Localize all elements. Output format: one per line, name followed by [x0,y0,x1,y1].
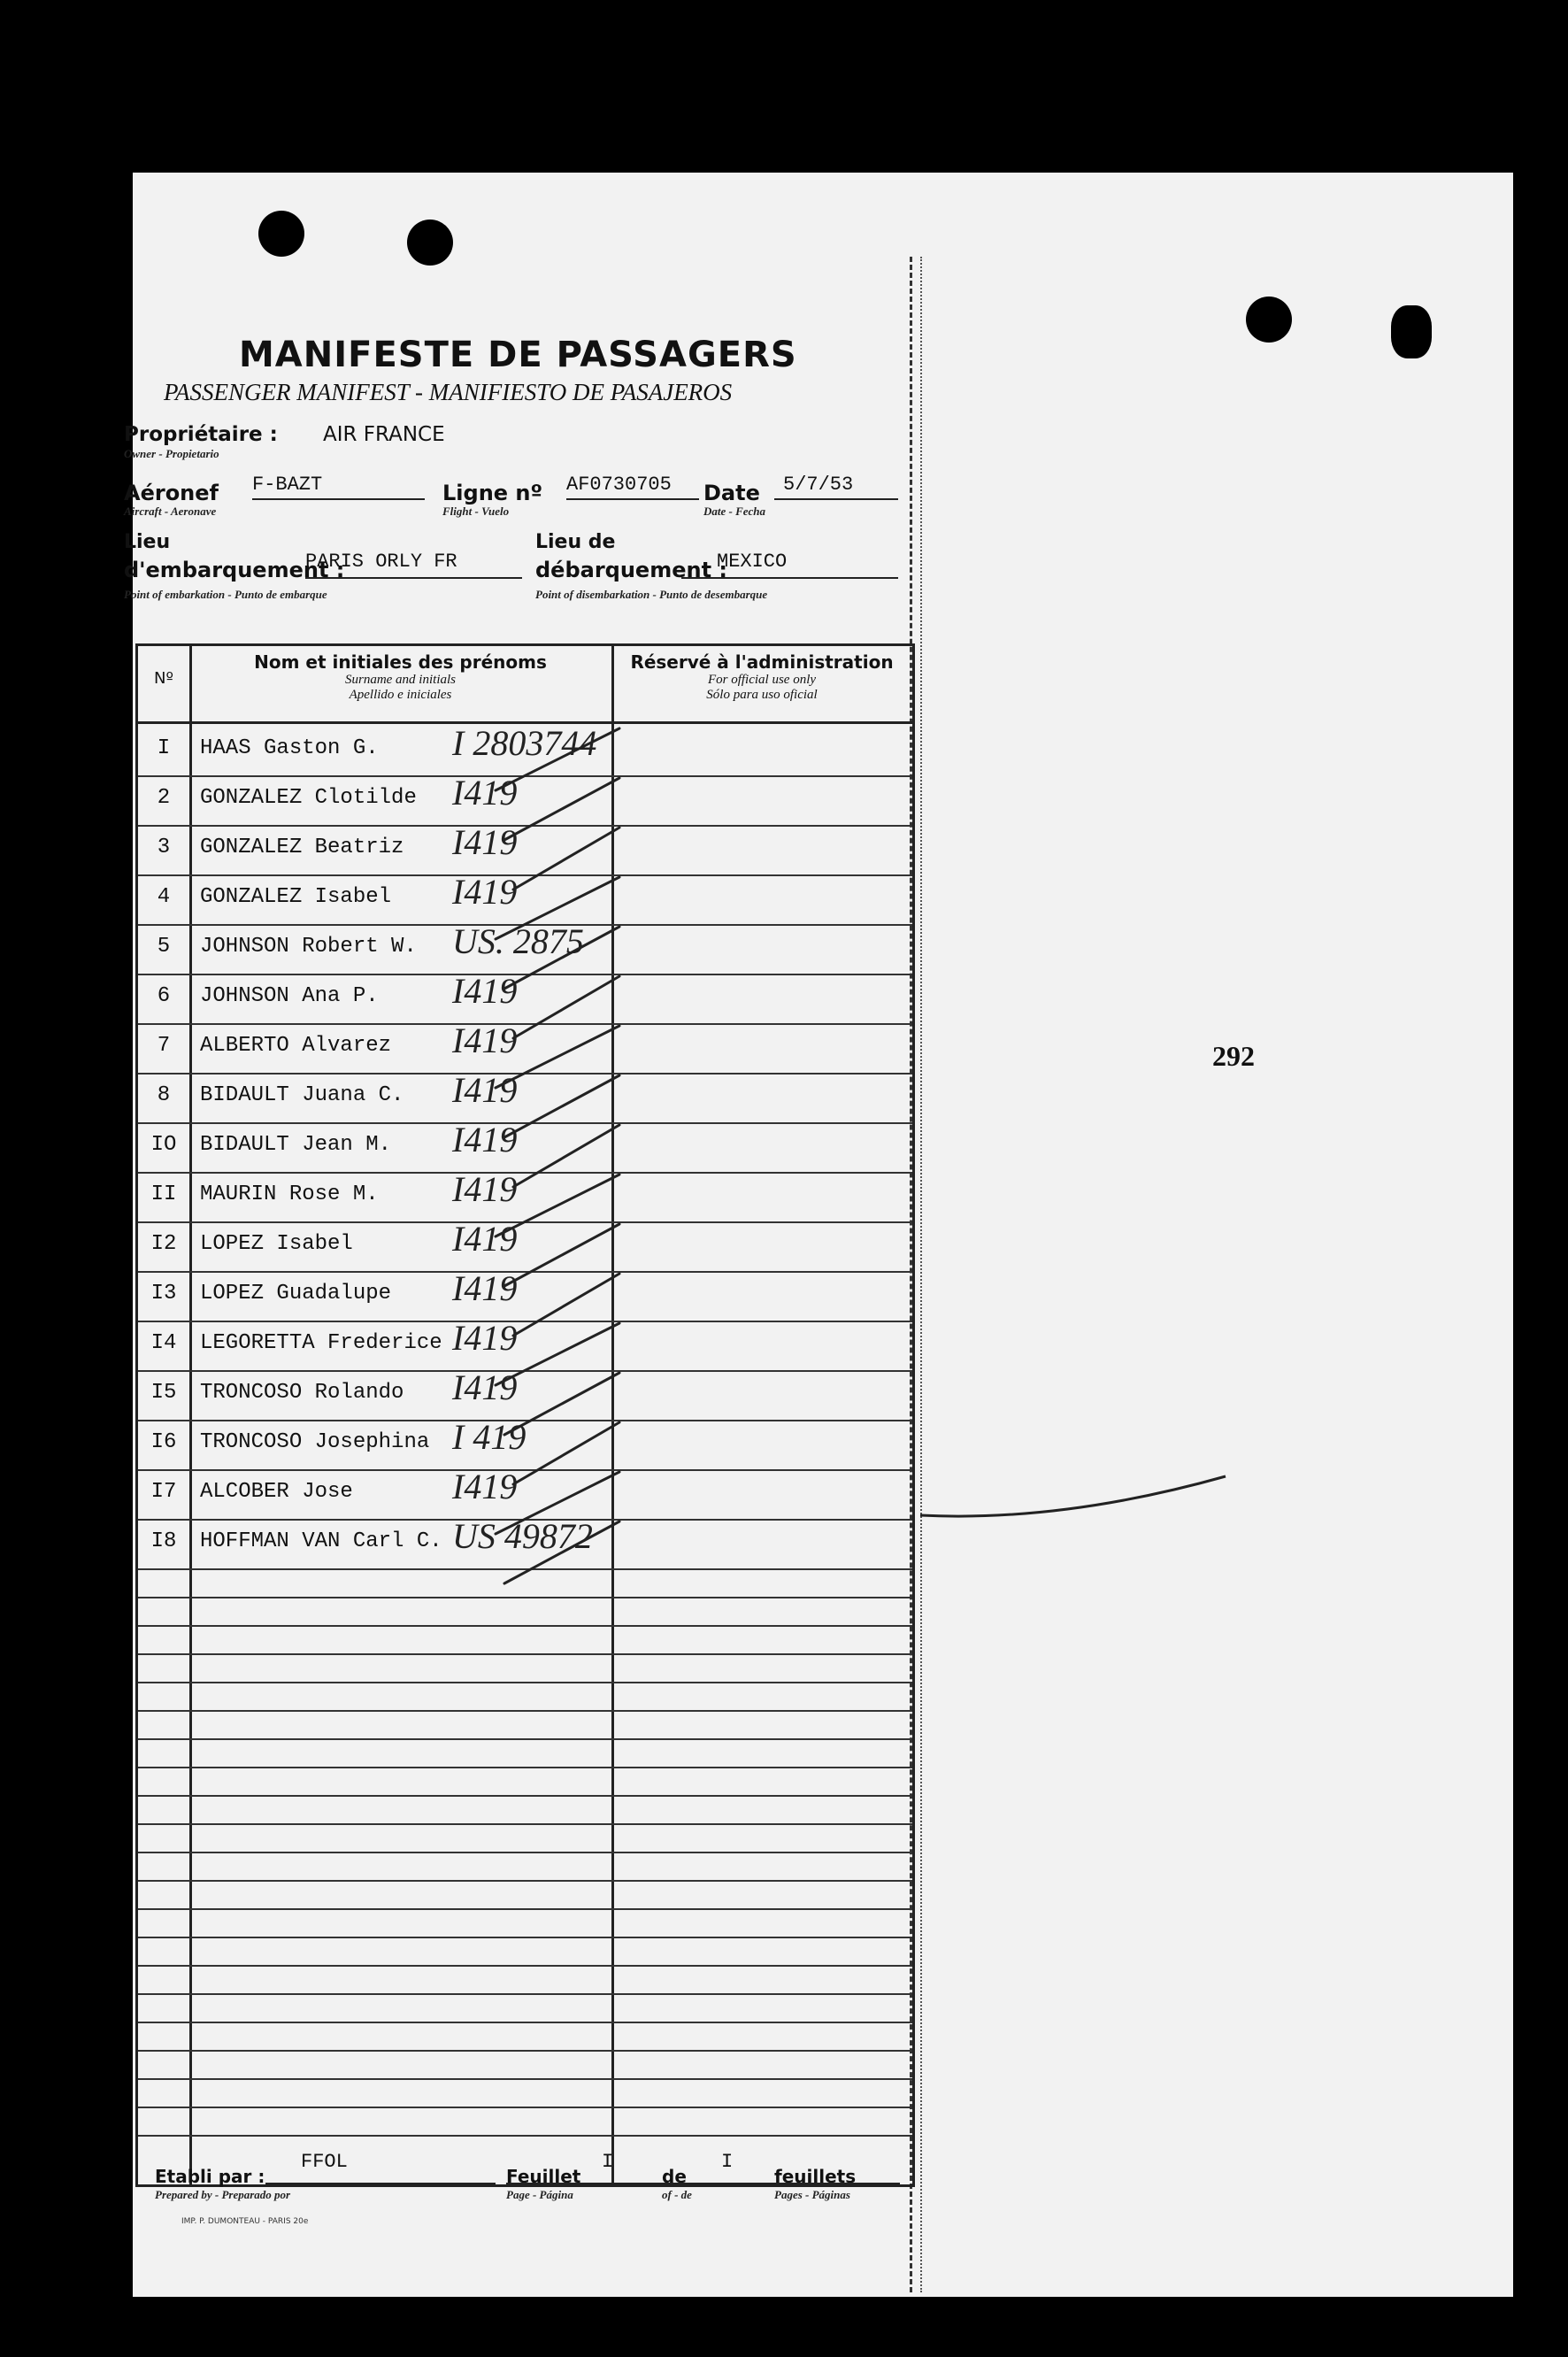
passenger-name: JOHNSON Robert W. [200,935,417,959]
admin-annotation: I419 [452,1120,518,1159]
owner-label: Propriétaire : [124,423,278,446]
document-title: MANIFESTE DE PASSAGERS [239,335,797,375]
page-number: 292 [1212,1040,1255,1072]
passenger-number: I4 [150,1331,177,1355]
admin-annotation: US 49872 [452,1516,593,1556]
pages-sublabel: Pages - Páginas [774,2188,850,2201]
footer-underline [506,2183,900,2184]
passenger-name: LOPEZ Isabel [200,1232,353,1256]
date-label: Date [703,481,760,505]
check-mark-stroke [496,1026,619,1088]
embark-label: d'embarquement : [124,558,345,582]
check-mark-stroke [504,1224,619,1286]
column-header-admin-sub-en: For official use only [707,673,817,687]
prepared-by-value: FFOL [301,2151,348,2173]
admin-annotation: I419 [452,1268,518,1308]
passenger-number: I2 [150,1232,177,1256]
admin-annotation: I419 [452,1467,518,1506]
sheet-label: Feuillet [506,2166,581,2187]
passenger-name: MAURIN Rose M. [200,1182,379,1206]
passenger-number: I8 [150,1529,177,1553]
passenger-name: TRONCOSO Josephina [200,1430,430,1454]
disembark-value: MEXICO [717,551,788,573]
admin-annotation: I 2803744 [452,723,597,763]
passenger-number: I6 [150,1430,177,1454]
check-mark-stroke [496,877,619,939]
passenger-number: 7 [157,1034,171,1058]
of-value: I [721,2151,734,2173]
admin-annotation: I 419 [452,1417,527,1457]
check-mark-stroke [513,976,619,1038]
embark-value: PARIS ORLY FR [305,551,457,573]
embark-sublabel: Point of embarkation - Punto de embarque [124,588,327,601]
admin-annotation: I419 [452,872,518,912]
passenger-number: II [150,1182,177,1206]
column-header-name-main: Nom et initiales des prénoms [254,651,547,673]
flight-value: AF0730705 [566,474,672,496]
disembark-label: débarquement : [535,558,728,582]
admin-annotation: I419 [452,773,518,813]
passenger-name: HAAS Gaston G. [200,736,379,760]
check-mark-stroke [496,1323,619,1385]
passenger-name: ALBERTO Alvarez [200,1034,392,1058]
aircraft-sublabel: Aircraft - Aeronave [124,505,217,518]
date-value: 5/7/53 [783,474,854,496]
passenger-number: 6 [157,984,171,1008]
check-mark-stroke [513,1422,619,1484]
passenger-name: ALCOBER Jose [200,1480,353,1504]
column-header-name-sub-es: Apellido e iniciales [349,688,452,702]
of-label: de [662,2166,687,2187]
passenger-number: I5 [150,1381,177,1405]
passenger-name: GONZALEZ Beatriz [200,836,404,859]
passenger-name: BIDAULT Juana C. [200,1083,404,1107]
embark-label-top: Lieu [124,531,171,553]
document-subtitle: PASSENGER MANIFEST - MANIFIESTO DE PASAJEROS [164,379,733,405]
check-mark-stroke [496,728,619,790]
check-mark-stroke [496,1175,619,1236]
admin-annotation: I419 [452,971,518,1011]
passenger-number: I [157,736,171,760]
passenger-name: JOHNSON Ana P. [200,984,379,1008]
passenger-name: LEGORETTA Frederice [200,1331,442,1355]
passenger-number: 8 [157,1083,171,1107]
passenger-number: I7 [150,1480,177,1504]
handwritten-flourish [920,1476,1226,1516]
sheet-value: I [602,2151,614,2173]
check-mark-stroke [504,1373,619,1435]
passenger-name: LOPEZ Guadalupe [200,1282,392,1306]
check-mark-stroke [513,1274,619,1336]
disembark-sublabel: Point of disembarkation - Punto de desembarque [535,588,768,601]
admin-annotation: I419 [452,1367,518,1407]
owner-value: AIR FRANCE [323,423,445,446]
passenger-name: TRONCOSO Rolando [200,1381,404,1405]
passenger-number: 5 [157,935,171,959]
admin-annotation: I419 [452,1219,518,1259]
sheet-sublabel: Page - Página [506,2188,573,2201]
pages-label: feuillets [774,2166,857,2187]
prepared-by-underline [265,2183,496,2184]
flight-sublabel: Flight - Vuelo [442,505,510,518]
passenger-number: IO [150,1133,177,1157]
of-sublabel: of - de [662,2188,692,2201]
check-mark-stroke [504,927,619,989]
check-mark-stroke [504,1521,619,1583]
aircraft-value: F-BAZT [252,474,323,496]
prepared-by-label: Etabli par : [155,2166,265,2187]
prepared-by-sublabel: Prepared by - Preparado por [155,2188,291,2201]
check-mark-stroke [513,1125,619,1187]
admin-annotation: I419 [452,1021,518,1060]
passenger-number: I3 [150,1282,177,1306]
passenger-name: BIDAULT Jean M. [200,1133,392,1157]
owner-sublabel: Owner - Propietario [124,447,219,460]
column-header-admin-sub-es: Sólo para uso oficial [706,688,818,702]
admin-annotation: I419 [452,1318,518,1358]
date-sublabel: Date - Fecha [703,505,766,518]
check-mark-stroke [513,828,619,890]
admin-annotation: US. 2875 [452,921,584,961]
admin-annotation: I419 [452,1070,518,1110]
passenger-name: HOFFMAN VAN Carl C. [200,1529,442,1553]
column-header-no-label: Nº [154,669,173,688]
admin-annotation: I419 [452,1169,518,1209]
aircraft-label: Aéronef [124,481,219,505]
printer-imprint: IMP. P. DUMONTEAU - PARIS 20e [181,2217,309,2226]
passenger-name: GONZALEZ Isabel [200,885,392,909]
check-mark-stroke [504,778,619,840]
column-header-admin-main: Réservé à l'administration [630,651,894,673]
check-mark-stroke [496,1472,619,1534]
column-header-name-sub-en: Surname and initials [344,673,456,687]
disembark-label-top: Lieu de [535,531,616,553]
admin-annotation: I419 [452,822,518,862]
passenger-number: 3 [157,836,171,859]
check-mark-stroke [504,1075,619,1137]
flight-label: Ligne nº [442,481,543,505]
passenger-name: GONZALEZ Clotilde [200,786,417,810]
passenger-number: 2 [157,786,171,810]
passenger-number: 4 [157,885,171,909]
